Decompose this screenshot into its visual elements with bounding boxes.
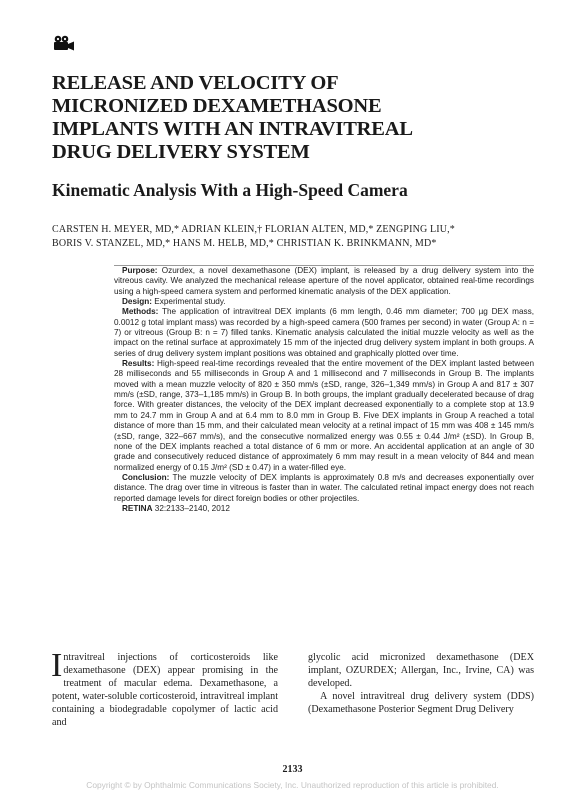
section-text: Experimental study. [152,297,226,307]
body-column-right [308,651,534,730]
article-subtitle: Kinematic Analysis With a High-Speed Camera [52,180,408,200]
title-line: MICRONIZED DEXAMETHASONE [52,95,382,117]
body-text [51,647,534,730]
title-line: DRUG DELIVERY SYSTEM [52,141,310,163]
section-label: Methods: [122,307,159,317]
author-line: CARSTEN H. MEYER, MD,* ADRIAN KLEIN,† FLORIAN ALTEN, MD,* ZENGPING LIU,* [52,224,455,235]
section-text: The application of intravitreal DEX implants (6 mm length, 0.46 mm diameter; 700 µg DEX mass, 0.0012 g total implant mass) was recorded by a high-speed camera (500 frames per second) in water (Group A: n = 7) or vitreous (Group B: n = 7) filled tanks. Kinematic analysis calculated the initial muzzle velocity as well as the impact on the retinal surface at approximately 15 mm of the injected drug delivery system implant in both groups. A series of drug delivery system implant positions was obtained and graphically plotted over time. [114,307,534,358]
journal-volume: 32:2133–2140, 2012 [152,503,230,513]
section-label: Design: [122,297,153,307]
section-label: Results: [122,359,155,369]
author-line: BORIS V. STANZEL, MD,* HANS M. HELB, MD,* CHRISTIAN K. BRINKMANN, MD* [52,237,437,249]
article-title [52,72,512,164]
abstract-results [114,359,534,473]
intro-paragraph [51,647,278,730]
copyright-notice: Copyright © by Ophthalmic Communications Society, Inc. Unauthorized reproduction of this article is prohibited. [86,780,499,790]
section-label: Purpose: [122,266,158,275]
abstract-purpose [114,266,534,297]
section-text: High-speed real-time recordings revealed that the entire movement of the DEX implant lasted between 28 milliseconds and 55 milliseconds in Group A and 1 millisecond and 7 milliseconds in Group B. The implants moved with a mean muzzle velocity of 820 ± 350 mm/s (±SD, range, 326–1,349 mm/s) in Group A and 817 ± 307 mm/s (±SD, range, 373–1,185 mm/s) in Group B. In both groups, the implant gradually decelerated because of drag force. With greater distances, the velocity of the DEX implant decreased exponentially to a complete stop at 13.9 mm to 24.7 mm in Group A and at 6.4 mm to 8.0 mm in Group B. Five DEX implants in Group A reached a total distance of more than 15 mm, and their calculated mean velocity at a retinal impact of 15 mm was 408 ± 145 mm/s (±SD, range, 322–667 mm/s), and the consecutive normalized energy was 0.55 ± 0.44 J/m² (±SD). In Group B, none of the DEX implants reached a total distance of 6 mm or more. An accidental application at an angle of 30 grade and consecutively reduced distance of approximately 6 mm may result in a mean velocity of 844 and mean normalized energy of 0.15 J/m² (SD ± 0.47) in a water-filled eye. [114,359,534,472]
title-line: RELEASE AND VELOCITY OF [52,72,339,94]
section-text: The muzzle velocity of DEX implants is approximately 0.8 m/s and decreases exponentially over distance. The drag over time in vitreous is faster than in water. The calculated retinal impact energy does not reach reported damage levels for direct foreign bodies or other projectiles. [114,472,534,503]
film-camera-icon [53,35,75,51]
paragraph-continuation: glycolic acid micronized dexamethasone (DEX implant, OZURDEX; Allergan, Inc., Irvine, CA) was developed. [308,652,534,690]
section-text: Ozurdex, a novel dexamethasone (DEX) implant, is released by a drug delivery system into the vitreous cavity. We analyzed the mechanical release aperture of the novel applicator, obtained real-time recordings using a high-speed camera system and performed kinematic analysis of the DEX application. [114,266,534,296]
abstract-design [114,297,534,307]
drop-cap: I [51,647,63,684]
page-number: 2133 [282,764,303,775]
journal-citation [114,504,534,514]
paragraph: A novel intravitreal drug delivery system (DDS) (Dexamethasone Posterior Segment Drug Delivery [308,691,534,716]
abstract [114,265,534,514]
journal-name: RETINA [122,503,153,513]
abstract-methods [114,307,534,359]
section-label: Conclusion: [122,472,170,482]
title-line: IMPLANTS WITH AN INTRAVITREAL [52,118,413,140]
paragraph-text: ntravitreal injections of corticosteroids like dexamethasone (DEX) appear promising in the treatment of macular edema. Dexamethasone, a potent, water-soluble corticosteroid, intravitreal implant containing a biodegradable copolymer of lactic acid and [52,652,278,729]
author-list [52,223,542,250]
body-column-left [51,647,278,730]
abstract-conclusion [114,473,534,504]
